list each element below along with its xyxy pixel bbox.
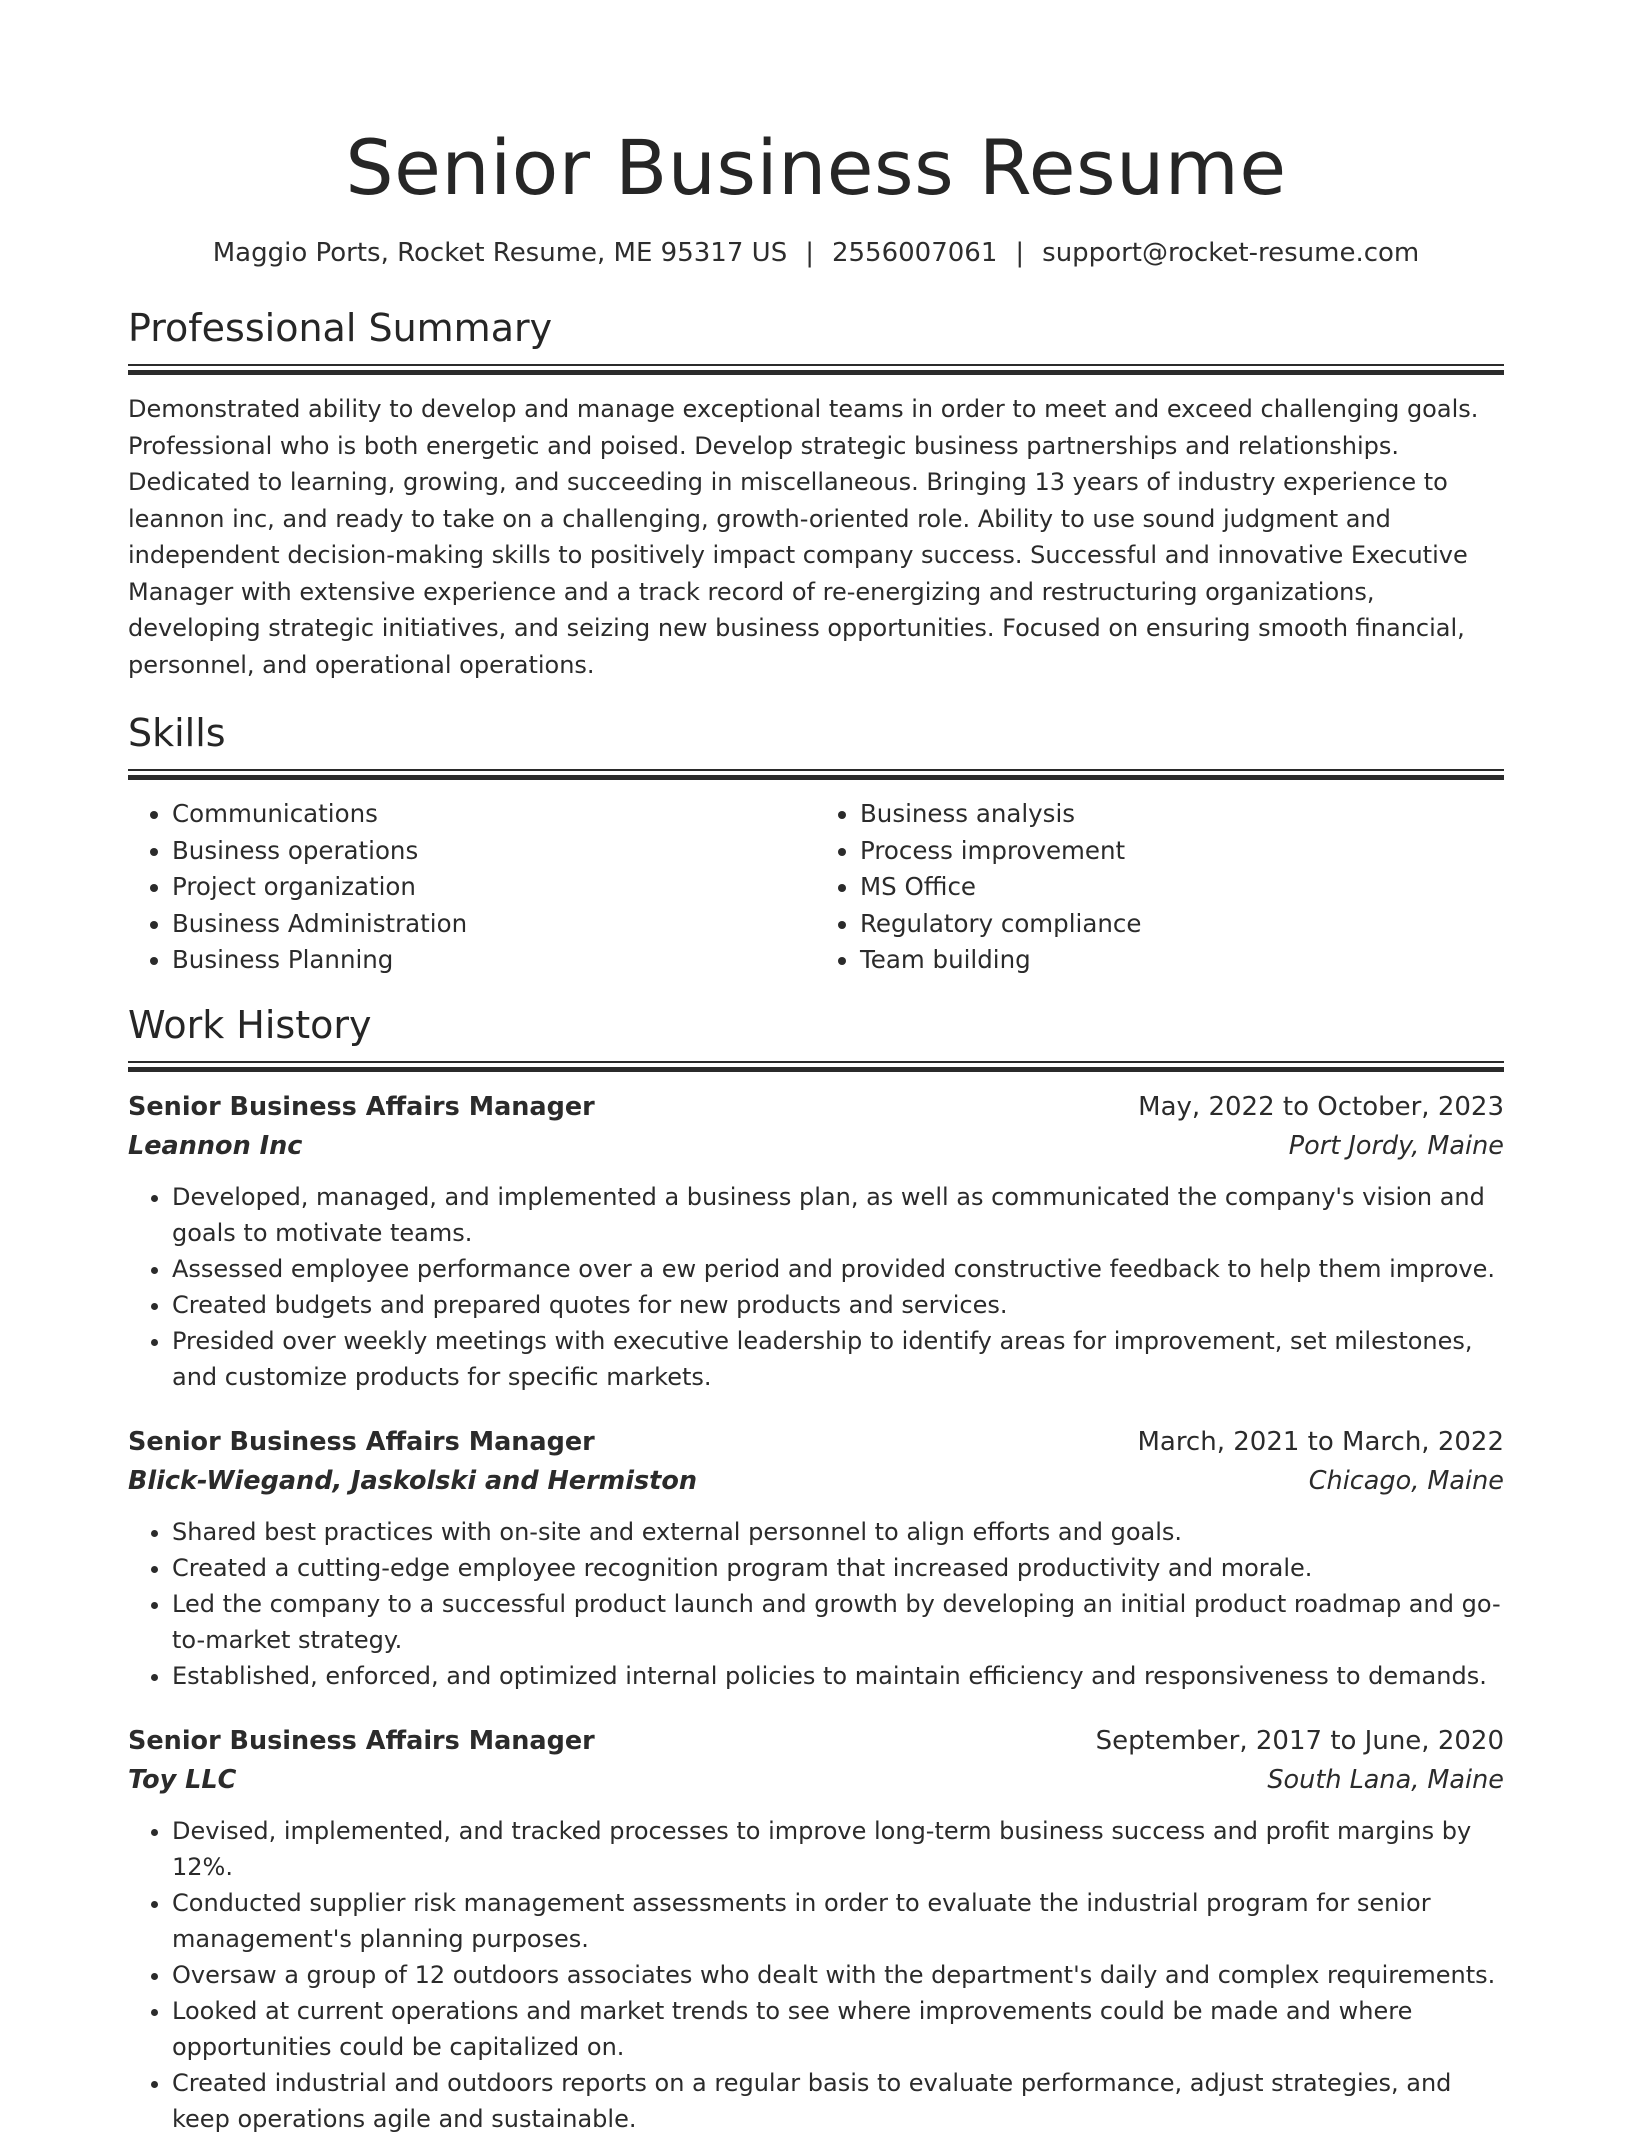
skill-item: • Communications <box>172 796 816 833</box>
job-title: Senior Business Affairs Manager <box>128 1091 595 1122</box>
job-bullet: • Led the company to a successful product launch and growth by developing an initial product roadmap and go-to-market strategy. <box>172 1586 1504 1658</box>
work-heading: Work History <box>128 1002 372 1047</box>
skill-item: • Business analysis <box>860 796 1504 833</box>
section-divider <box>128 364 1504 375</box>
job-entry <box>128 1722 1504 2137</box>
job-entry <box>128 1423 1504 1694</box>
skills-columns <box>128 796 1504 979</box>
job-bullet: • Presided over weekly meetings with executive leadership to identify areas for improvement, set milestones, and customize products for specific markets. <box>172 1323 1504 1395</box>
skill-item: • Business Planning <box>172 942 816 979</box>
job-company: Toy LLC <box>128 1764 237 1795</box>
skill-item: • Process improvement <box>860 833 1504 870</box>
job-dates: March, 2021 to March, 2022 <box>1137 1426 1504 1457</box>
work-section <box>128 1001 1504 2137</box>
summary-text: Demonstrated ability to develop and manage exceptional teams in order to meet and exceed challenging goals. Professional who is both energetic and poised. Develop strategic business partnerships and relationships. Dedicated to learning, growing, and succeeding in miscellaneous. Bringing 13 years of industry experience to leannon inc, and ready to take on a challenging, growth-oriented role. Ability to use sound judgment and independent decision-making skills to positively impact company success. Successful and innovative Executive Manager with extensive experience and a track record of re-energizing and restructuring organizations, developing strategic initiatives, and seizing new business opportunities. Focused on ensuring smooth financial, personnel, and operational operations. <box>128 395 1479 679</box>
job-dates: September, 2017 to June, 2020 <box>1095 1725 1504 1756</box>
summary-heading: Professional Summary <box>128 306 553 350</box>
job-company: Leannon Inc <box>128 1130 303 1161</box>
job-bullet: • Created a cutting-edge employee recognition program that increased productivity and morale. <box>172 1550 1504 1586</box>
job-bullet: • Conducted supplier risk management assessments in order to evaluate the industrial program for senior management's planning purposes. <box>172 1885 1504 1957</box>
contact-line <box>128 236 1504 270</box>
job-bullet: • Assessed employee performance over a ew period and provided constructive feedback to help them improve. <box>172 1251 1504 1287</box>
job-bullets <box>128 1179 1504 1395</box>
contact-separator: | <box>1015 238 1025 268</box>
section-divider <box>128 769 1504 780</box>
job-location: Port Jordy, Maine <box>1288 1130 1504 1161</box>
job-entry <box>128 1088 1504 1395</box>
skills-list-left <box>128 796 816 979</box>
contact-email: support@rocket-resume.com <box>1042 238 1420 268</box>
job-bullet: • Devised, implemented, and tracked processes to improve long-term business success and profit margins by 12%. <box>172 1813 1504 1885</box>
job-bullet: • Oversaw a group of 12 outdoors associates who dealt with the department's daily and complex requirements. <box>172 1957 1504 1993</box>
job-bullets <box>128 1813 1504 2137</box>
skill-item: • Business operations <box>172 833 816 870</box>
contact-address: Maggio Ports, Rocket Resume, ME 95317 US <box>212 238 788 268</box>
job-company: Blick-Wiegand, Jaskolski and Hermiston <box>128 1465 698 1496</box>
resume-title: Senior Business Resume <box>345 123 1287 212</box>
skill-item: • Team building <box>860 942 1504 979</box>
job-location: Chicago, Maine <box>1308 1465 1504 1496</box>
job-bullet: • Looked at current operations and market trends to see where improvements could be made and where opportunities could be capitalized on. <box>172 1993 1504 2065</box>
job-bullet: • Shared best practices with on-site and external personnel to align efforts and goals. <box>172 1514 1504 1550</box>
job-title: Senior Business Affairs Manager <box>128 1426 595 1457</box>
skills-heading: Skills <box>128 711 226 755</box>
job-bullet: • Created budgets and prepared quotes for new products and services. <box>172 1287 1504 1323</box>
skill-item: • Regulatory compliance <box>860 906 1504 943</box>
skill-item: • MS Office <box>860 869 1504 906</box>
contact-phone: 2556007061 <box>831 238 998 268</box>
job-title: Senior Business Affairs Manager <box>128 1725 595 1756</box>
skill-item: • Project organization <box>172 869 816 906</box>
contact-separator: | <box>805 238 814 268</box>
skills-list-right <box>816 796 1504 979</box>
skill-item: • Business Administration <box>172 906 816 943</box>
skills-section <box>128 709 1504 979</box>
job-bullet: • Developed, managed, and implemented a business plan, as well as communicated the company's vision and goals to motivate teams. <box>172 1179 1504 1251</box>
job-dates: May, 2022 to October, 2023 <box>1138 1091 1504 1122</box>
job-location: South Lana, Maine <box>1267 1764 1504 1795</box>
job-bullet: • Established, enforced, and optimized internal policies to maintain efficiency and responsiveness to demands. <box>172 1658 1504 1694</box>
job-bullets <box>128 1514 1504 1694</box>
job-bullet: • Created industrial and outdoors reports on a regular basis to evaluate performance, adjust strategies, and keep operations agile and sustainable. <box>172 2065 1504 2137</box>
summary-section <box>128 304 1504 683</box>
section-divider <box>128 1061 1504 1072</box>
